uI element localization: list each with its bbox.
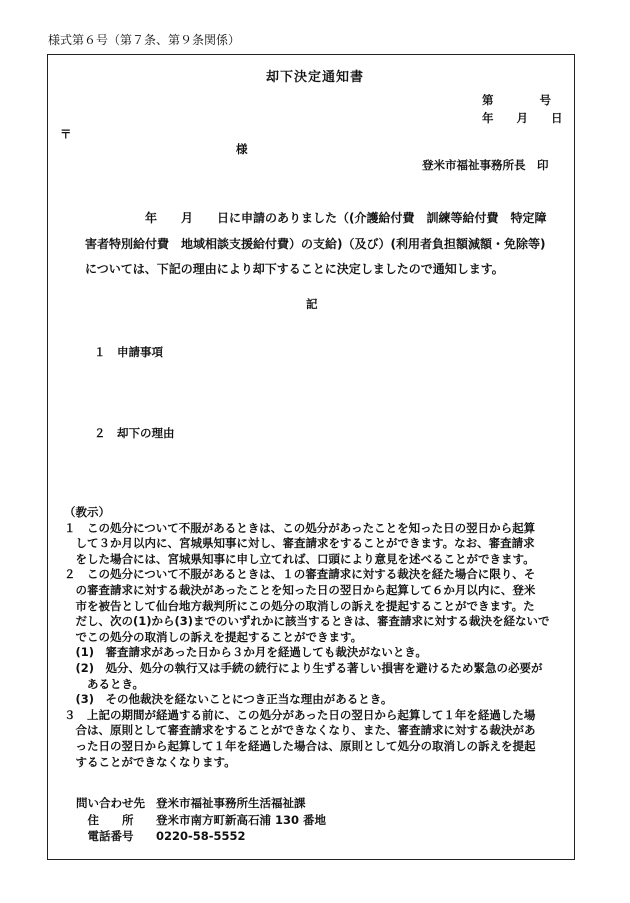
- form-number: 様式第６号（第７条、第９条関係）: [48, 33, 241, 47]
- notes-heading: （教示）: [64, 505, 110, 519]
- notes-line: することができなくなります。: [64, 754, 236, 769]
- notes-line: (2) 処分、処分の執行又は手続の続行により生ずる著しい損害を避けるため緊急の必要が: [64, 660, 543, 675]
- document-title: 却下決定通知書: [265, 70, 364, 85]
- postal-mark: 〒: [60, 127, 72, 141]
- instruction-notes: [64, 505, 572, 770]
- notes-line: の審査請求に対する裁決があったことを知った日の翌日から起算して６か月以内に、登米: [64, 582, 536, 597]
- addressee-suffix: 様: [236, 142, 248, 156]
- contact-address-label: 住 所: [76, 812, 134, 827]
- notes-line: して３か月以内に、宮城県知事に対し、審査請求をすることができます。なお、審査請求: [64, 536, 535, 551]
- notes-line: (1) 審査請求があった日から３か月を経過しても裁決がないとき。: [64, 645, 427, 660]
- contact-address-value: 登米市南方町新高石浦 130 番地: [156, 812, 327, 827]
- contact-address: [76, 812, 326, 829]
- document-number: 第 号: [482, 93, 551, 107]
- issuer: 登米市福祉事務所長 印: [422, 158, 549, 172]
- notes-line: をした場合には、宮城県知事に申し立てれば、口頭により意見を述べることができます。: [64, 551, 535, 566]
- contact-inquiry-label: 問い合わせ先: [76, 796, 145, 810]
- contact-phone-label: 電話番号: [76, 829, 134, 843]
- notes-line: ３ 上記の期間が経過する前に、この処分があった日の翌日から起算して１年を経過した場: [64, 707, 536, 722]
- contact-phone-value: 0220-58-5552: [156, 829, 246, 843]
- notes-line: った日の翌日から起算して１年を経過した場合は、原則として処分の取消しの訴えを提起: [64, 738, 536, 753]
- notes-line: １ この処分について不服があるときは、この処分があったことを知った日の翌日から起算: [64, 520, 536, 535]
- contact-inquiry: [76, 795, 326, 812]
- body-line-1: 年 月 日に申請のありました（(介護給付費 訓練等給付費 特定障: [121, 211, 547, 225]
- body-line-3: については、下記の理由により却下することに決定しましたので通知します。: [85, 262, 504, 276]
- notes-line: ２ この処分について不服があるときは、１の審査請求に対する裁決を経た場合に限り、そ: [64, 567, 536, 582]
- notes-line: だし、次の(1)から(3)までのいずれかに該当するときは、審査請求に対する裁決を経ないで: [64, 614, 550, 629]
- contact-phone: [76, 828, 326, 845]
- notes-line: でこの処分の取消しの訴えを提起することができます。: [64, 629, 363, 644]
- ki-label: 記: [306, 297, 318, 311]
- body-line-2: 害者特別給付費 地域相談支援給付費）の支給)（及び）(利用者負担額減額・免除等): [85, 237, 546, 251]
- notes-line: (3) その他裁決を経ないことにつき正当な理由があるとき。: [64, 692, 393, 707]
- item-reason: ２ 却下の理由: [94, 426, 175, 440]
- notes-line: あるとき。: [64, 676, 145, 691]
- contact-block: [76, 795, 326, 845]
- document-date: 年 月 日: [482, 111, 563, 125]
- contact-inquiry-value: 登米市福祉事務所生活福祉課: [156, 796, 306, 810]
- notes-line: 市を被告として仙台地方裁判所にこの処分の取消しの訴えを提起することができます。た: [64, 598, 535, 613]
- notes-line: 合は、原則として審査請求をすることができなくなり、また、審査請求に対する裁決があ: [64, 723, 536, 738]
- item-application: １ 申請事項: [94, 345, 163, 359]
